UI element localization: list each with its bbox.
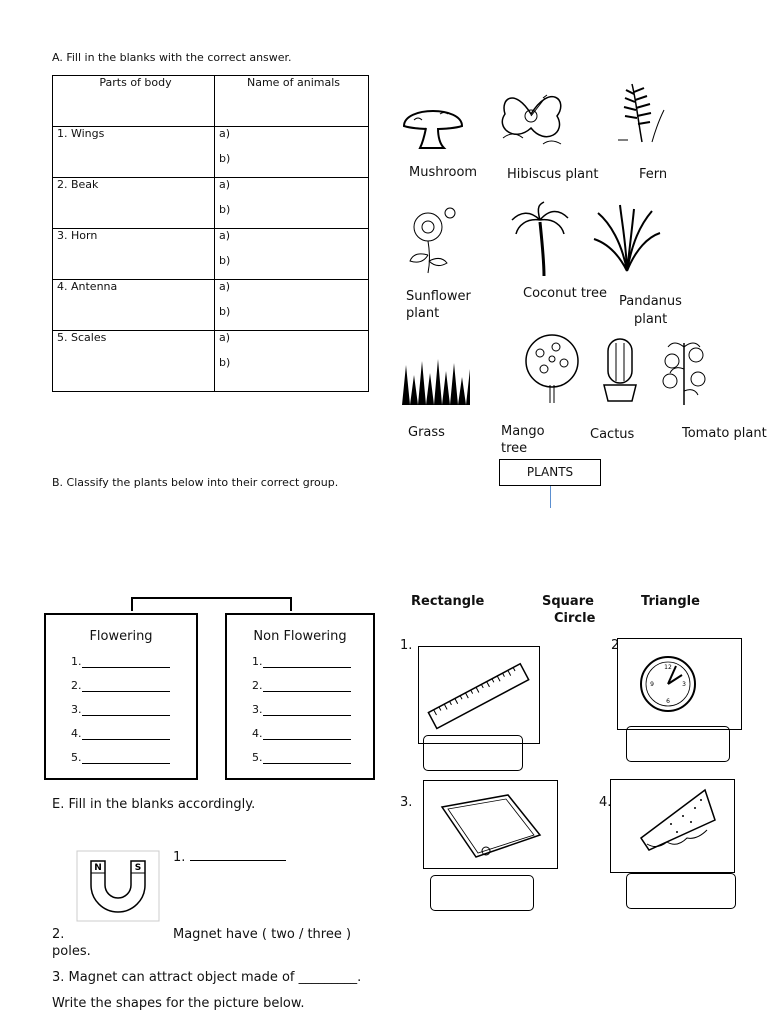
- flowering-line-4[interactable]: 4.: [71, 727, 171, 740]
- coconut-tree-image: [510, 202, 570, 277]
- flowering-line-5[interactable]: 5.: [71, 751, 171, 764]
- tree-connector-left: [131, 597, 133, 611]
- magnet-n-label: N: [94, 863, 102, 873]
- table-header-parts: Parts of body: [53, 76, 215, 127]
- shape-picture-sandwich: [610, 779, 735, 873]
- plant-label-pandanus: Pandanus: [619, 294, 682, 309]
- mushroom-image: [400, 98, 466, 153]
- tree-connector-right: [290, 597, 292, 611]
- table-row: [53, 178, 369, 229]
- svg-text:6: 6: [666, 698, 670, 705]
- non-flowering-line-5[interactable]: 5.: [252, 751, 352, 764]
- answer-box-1[interactable]: [423, 735, 523, 771]
- mango-tree-image: [522, 333, 582, 405]
- magnet-s-label: S: [134, 863, 142, 873]
- plants-root-box: PLANTS: [499, 459, 601, 486]
- plant-label-cactus: Cactus: [590, 427, 635, 442]
- answer-box-3[interactable]: [430, 875, 534, 911]
- ruler-image: [419, 647, 539, 743]
- non-flowering-box: [225, 613, 375, 780]
- hibiscus-image: [495, 78, 570, 150]
- non-flowering-line-1[interactable]: 1.: [252, 655, 352, 668]
- sunflower-image: [402, 205, 462, 275]
- answer-a[interactable]: a): [219, 229, 231, 242]
- non-flowering-title: Non Flowering: [253, 629, 347, 644]
- plant-label-fern: Fern: [639, 167, 668, 182]
- flowering-box: [44, 613, 198, 780]
- answer-box-2[interactable]: [626, 726, 730, 762]
- shape-number-4: 4.: [599, 795, 612, 810]
- question-1[interactable]: 1.: [173, 848, 286, 865]
- shape-option-square: Square: [542, 594, 594, 609]
- answer-b[interactable]: b): [219, 203, 231, 216]
- answer-b[interactable]: b): [219, 356, 231, 369]
- svg-text:3: 3: [682, 681, 686, 688]
- non-flowering-line-2[interactable]: 2.: [252, 679, 352, 692]
- plant-label-sunflower: Sunflower plant: [406, 289, 471, 321]
- table-cell-part: 4. Antenna: [53, 280, 215, 331]
- shape-number-1: 1.: [400, 638, 413, 653]
- plant-label-mango: Mango: [501, 424, 545, 439]
- table-row: [53, 127, 369, 178]
- table-header-animals: Name of animals: [215, 76, 369, 127]
- section-a-instruction: A. Fill in the blanks with the correct answer.: [52, 51, 292, 64]
- svg-text:9: 9: [650, 681, 654, 688]
- table-row: [53, 331, 369, 392]
- section-e-instruction: E. Fill in the blanks accordingly.: [52, 797, 256, 812]
- plant-label-hibiscus: Hibiscus plant: [507, 167, 599, 182]
- shape-number-2: 2: [611, 638, 620, 653]
- plant-label-coconut: Coconut tree: [523, 286, 607, 301]
- table-cell-part: 5. Scales: [53, 331, 215, 392]
- non-flowering-line-4[interactable]: 4.: [252, 727, 352, 740]
- table-cell-part: 2. Beak: [53, 178, 215, 229]
- clock-image: [618, 639, 741, 729]
- answer-a[interactable]: a): [219, 127, 231, 140]
- shape-number-3: 3.: [400, 795, 413, 810]
- answer-a[interactable]: a): [219, 280, 231, 293]
- question-2-cont: poles.: [52, 944, 91, 959]
- animal-parts-table: [52, 75, 369, 392]
- shape-option-circle: Circle: [554, 611, 596, 626]
- shape-option-rectangle: Rectangle: [411, 594, 485, 609]
- section-b-instruction: B. Classify the plants below into their correct group.: [52, 476, 339, 489]
- table-row: [53, 280, 369, 331]
- table-cell-part: 3. Horn: [53, 229, 215, 280]
- question-2-text: Magnet have ( two / three ): [173, 927, 352, 942]
- plant-label-mango-2: tree: [501, 441, 528, 456]
- cactus-image: [602, 337, 638, 403]
- answer-box-4[interactable]: [626, 873, 736, 909]
- shape-picture-handkerchief: [423, 780, 558, 869]
- answer-a[interactable]: a): [219, 178, 231, 191]
- answer-a[interactable]: a): [219, 331, 231, 344]
- shape-picture-ruler: [418, 646, 540, 744]
- shapes-instruction: Write the shapes for the picture below.: [52, 996, 305, 1011]
- connector-line: [550, 486, 551, 508]
- answer-b[interactable]: b): [219, 305, 231, 318]
- table-row: [53, 229, 369, 280]
- plant-label-tomato: Tomato plant: [682, 426, 767, 441]
- tomato-plant-image: [658, 333, 710, 407]
- flowering-line-3[interactable]: 3.: [71, 703, 171, 716]
- svg-text:12: 12: [664, 664, 672, 671]
- plant-label-grass: Grass: [408, 425, 445, 440]
- answer-b[interactable]: b): [219, 152, 231, 165]
- pandanus-image: [592, 203, 662, 273]
- tree-connector: [132, 597, 291, 599]
- question-3[interactable]: 3. Magnet can attract object made of _________.: [52, 970, 362, 985]
- plant-label-mushroom: Mushroom: [409, 165, 478, 180]
- flowering-line-1[interactable]: 1.: [71, 655, 171, 668]
- flowering-title: Flowering: [89, 629, 153, 644]
- grass-image: [402, 355, 470, 407]
- non-flowering-line-3[interactable]: 3.: [252, 703, 352, 716]
- table-cell-part: 1. Wings: [53, 127, 215, 178]
- sandwich-image: [611, 780, 734, 872]
- answer-b[interactable]: b): [219, 254, 231, 267]
- handkerchief-image: [424, 781, 557, 868]
- question-2-number: 2.: [52, 927, 65, 942]
- fern-image: [612, 80, 667, 145]
- plant-label-pandanus-2: plant: [634, 312, 668, 327]
- flowering-line-2[interactable]: 2.: [71, 679, 171, 692]
- shape-picture-clock: [617, 638, 742, 730]
- magnet-image: [77, 851, 159, 921]
- shape-option-triangle: Triangle: [641, 594, 700, 609]
